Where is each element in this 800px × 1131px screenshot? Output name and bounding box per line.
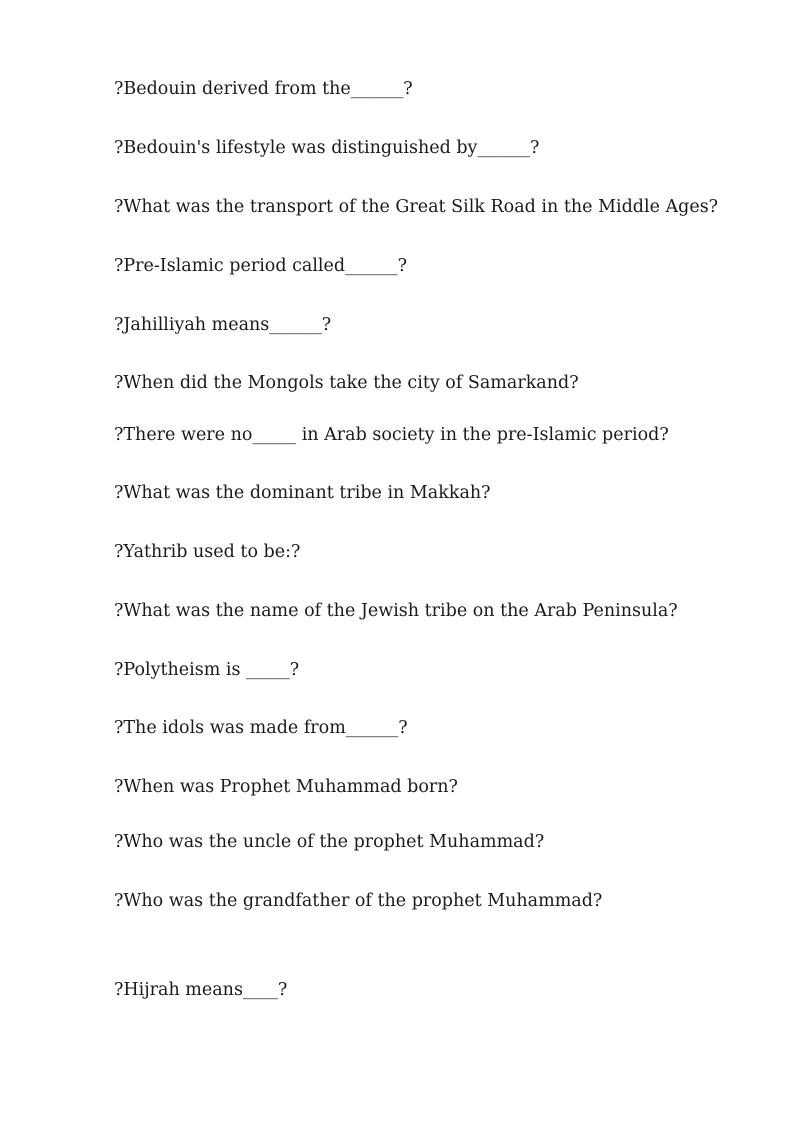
question-10: ?What was the name of the Jewish tribe on the Arab Peninsula? [114,601,678,621]
question-15: ?Who was the grandfather of the prophet Muhammad? [114,891,603,911]
question-14: ?Who was the uncle of the prophet Muhammad? [114,832,545,852]
question-8: ?What was the dominant tribe in Makkah? [114,483,491,503]
question-3: ?What was the transport of the Great Silk Road in the Middle Ages? [114,197,719,217]
question-5: ?Jahilliyah means______? [114,315,332,335]
question-4: ?Pre-Islamic period called______? [114,256,407,276]
question-2: ?Bedouin's lifestyle was distinguished by______? [114,138,540,158]
question-9: ?Yathrib used to be:? [114,542,301,562]
question-1: ?Bedouin derived from the______? [114,79,413,99]
question-12: ?The idols was made from______? [114,718,408,738]
question-16: ?Hijrah means____? [114,980,288,1000]
question-6: ?When did the Mongols take the city of Samarkand? [114,373,579,393]
question-7: ?There were no_____ in Arab society in the pre-Islamic period? [114,425,669,445]
question-11: ?Polytheism is _____? [114,660,300,680]
question-13: ?When was Prophet Muhammad born? [114,777,458,797]
